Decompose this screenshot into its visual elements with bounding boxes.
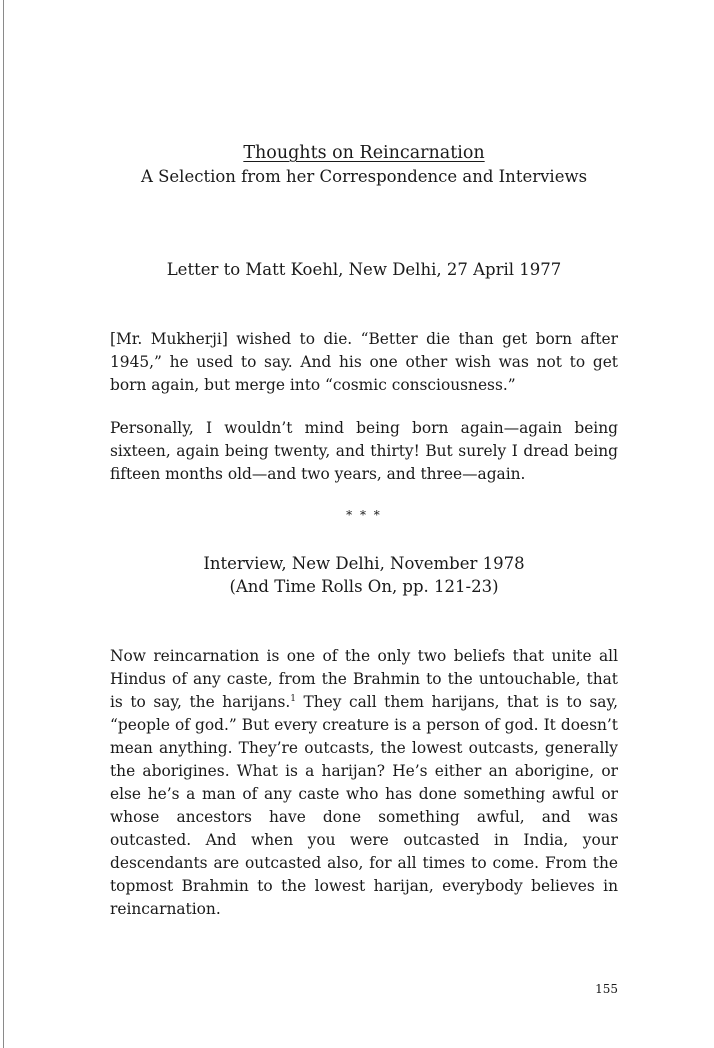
paragraph-text-part1: Now reincarnation is one of the only two beliefs that unite all Hindus of any caste, from the Brahmin to the untouchable, that is to say, the harijans. [110,647,618,711]
section-separator: * * * [346,508,382,522]
footnote-marker[interactable]: 1 [290,693,296,704]
paragraph-reincarnation [110,645,618,921]
section-heading-interview: Interview, New Delhi, November 1978 [203,554,525,573]
document-subtitle: A Selection from her Correspondence and Interviews [140,167,588,186]
paragraph-text-part2: They call them harijans, that is to say, “people of god.” But every creature is a person of god. It doesn’t mean anything. They’re outcasts, the lowest outcasts, generally the aborigines. What is a harijan? He’s either an aborigine, or else he’s a man of any caste who has done something awful or whose ancestors have done something awful, and was outcasted. And when you were outcasted in India, your descendants are outcasted also, for all times to come. From the topmost Brahmin to the lowest harijan, everybody believes in reincarnation. [110,693,618,918]
paragraph-mukherji: [Mr. Mukherji] wished to die. “Better die than get born after 1945,” he used to say. And his one other wish was not to get born again, but merge into “cosmic consciousness.” [110,330,618,394]
document-title: Thoughts on Reincarnation [243,143,485,163]
page-edge-line [3,0,4,1048]
section-heading-interview-source: (And Time Rolls On, pp. 121-23) [229,577,499,596]
section-heading-letter: Letter to Matt Koehl, New Delhi, 27 April 1977 [166,260,562,279]
document-page [110,0,618,1048]
page-number: 155 [595,982,618,996]
paragraph-born-again: Personally, I wouldn’t mind being born again—again being sixteen, again being twenty, and thirty! But surely I dread being fifteen months old—and two years, and three—again. [110,419,618,483]
